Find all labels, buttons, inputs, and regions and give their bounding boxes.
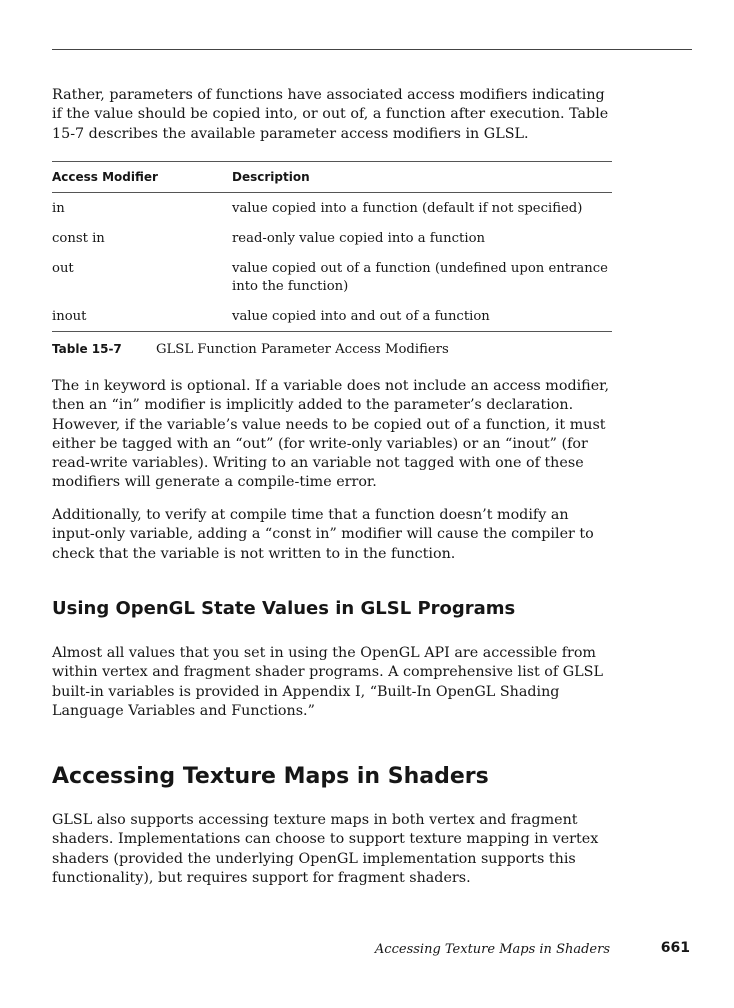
page-number: 661 xyxy=(660,940,690,956)
para2-start: The xyxy=(52,378,84,394)
const-in-paragraph: Additionally, to verify at compile time that a function doesn’t modify an input-only variable, adding a “const in” modifier will cause the compiler to check that the variable is not written to in the function. xyxy=(52,507,594,562)
description-cell: value copied into and out of a function xyxy=(232,309,490,324)
modifier-cell: in xyxy=(52,201,65,216)
modifier-cell: inout xyxy=(52,309,87,324)
header-description: Description xyxy=(232,170,310,184)
table-row xyxy=(52,308,612,326)
header-access-modifier: Access Modifier xyxy=(52,170,158,184)
opengl-state-paragraph: Almost all values that you set in using the OpenGL API are accessible from within vertex and fragment shader programs. A comprehensive list of GLSL built-in variables is provided in Appendix I, “Built-In OpenGL Shading Language Variables and Functions.” xyxy=(52,645,603,719)
description-cell: read-only value copied into a function xyxy=(232,231,486,246)
table-row xyxy=(52,230,612,248)
in-keyword-paragraph xyxy=(52,377,612,493)
modifier-cell: const in xyxy=(52,231,105,246)
intro-paragraph: Rather, parameters of functions have associated access modifiers indicating if the value should be copied into, or out of, a function after execution. Table 15-7 describes the available parameter access modifiers in GLSL. xyxy=(52,87,609,142)
table-header-row xyxy=(52,162,612,193)
table-caption-text: GLSL Function Parameter Access Modifiers xyxy=(156,342,449,357)
section-heading-opengl-state: Using OpenGL State Values in GLSL Programs xyxy=(52,598,516,619)
modifier-table xyxy=(52,161,612,332)
modifier-cell: out xyxy=(52,261,74,276)
section-heading-texture-maps: Accessing Texture Maps in Shaders xyxy=(52,764,489,789)
description-cell: value copied out of a function (undefined upon entrance into the function) xyxy=(232,261,608,294)
running-footer-title: Accessing Texture Maps in Shaders xyxy=(374,942,610,957)
table-row xyxy=(52,200,612,218)
header-rule xyxy=(52,49,692,50)
para2-rest: keyword is optional. If a variable does not include an access modifier, then an “in” modifier is implicitly added to the parameter’s declaration. However, if the variable’s value needs to be copied out of a function, it must either be tagged with an “out” (for write-only variables) or an “inout” (for read-write variables). Writing to an variable not tagged with one of these modifiers will generate a compile-time error. xyxy=(52,378,609,491)
in-keyword: in xyxy=(83,379,100,394)
texture-maps-paragraph: GLSL also supports accessing texture maps in both vertex and fragment shaders. Implementations can choose to support texture mapping in vertex shaders (provided the underlying OpenGL implementation supports this functionality), but requires support for fragment shaders. xyxy=(52,812,599,886)
table-caption xyxy=(52,342,449,357)
description-cell: value copied into a function (default if not specified) xyxy=(232,201,583,216)
table-row xyxy=(52,260,612,296)
table-body xyxy=(52,193,612,332)
table-caption-label: Table 15-7 xyxy=(52,342,122,356)
